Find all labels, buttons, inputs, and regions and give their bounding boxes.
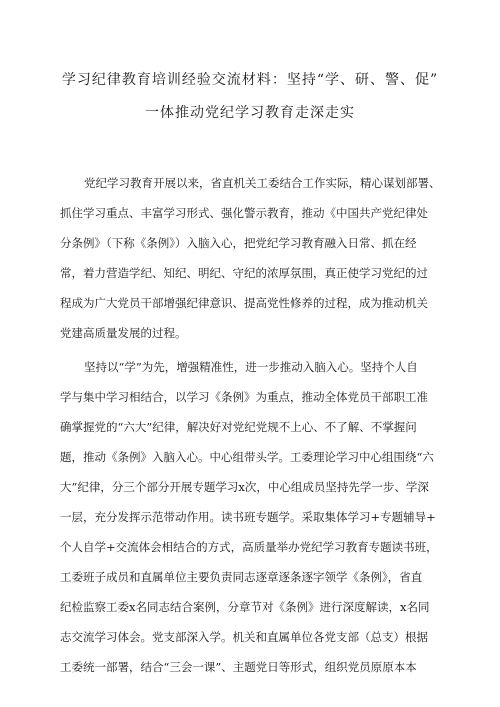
paragraph-line: 确掌握党的“六大”纪律，解决好对党纪党规不上心、不了解、不掌握问 xyxy=(60,420,417,434)
document-title-line-2: 一体推动党纪学习教育走深走实 xyxy=(145,105,355,121)
paragraph-line: 志交流学习体会。党支部深入学。机关和直属单位各党支部（总支）根据 xyxy=(60,630,428,644)
paragraph-line: 一层，充分发挥示范带动作用。读书班专题学。采取集体学习+专题辅导+ xyxy=(60,510,436,524)
paragraph-line: 工委班子成员和直属单位主要负责同志逐章逐条逐字领学《条例》，省直 xyxy=(60,570,423,584)
paragraph-line: 大”纪律，分三个部分开展专题学习x次，中心组成员坚持先学一步、学深 xyxy=(60,480,429,494)
paragraph-line: 纪检监察工委x名同志结合案例，分章节对《条例》进行深度解读，x名同 xyxy=(60,600,430,614)
paragraph-line: 坚持以“学”为先，增强精准性，进一步推动入脑入心。坚持个人自 xyxy=(84,360,418,374)
body-paragraph-2 xyxy=(60,352,445,682)
paragraph-line: 党纪学习教育开展以来，省直机关工委结合工作实际，精心谋划部署、 xyxy=(84,176,441,190)
document-title-line-1: 学习纪律教育培训经验交流材料：坚持“学、研、警、促” xyxy=(61,72,439,88)
body-paragraph-1 xyxy=(60,168,445,348)
paragraph-line: 党建高质量发展的过程。 xyxy=(60,326,187,340)
paragraph-line: 学与集中学习相结合，以学习《条例》为重点，推动全体党员干部职工准 xyxy=(60,390,428,404)
paragraph-line: 题，推动《条例》入脑入心。中心组带头学。工委理论学习中心组围绕“六 xyxy=(60,450,434,464)
paragraph-line: 分条例》（下称《条例》）入脑入心，把党纪学习教育融入日常、抓在经 xyxy=(60,236,417,250)
paragraph-line: 工委统一部署，结合“三会一课”、主题党日等形式，组织党员原原本本 xyxy=(60,660,417,674)
paragraph-line: 抓住学习重点、丰富学习形式、强化警示教育，推动《中国共产党纪律处 xyxy=(60,206,428,220)
paragraph-line: 程成为广大党员干部增强纪律意识、提高党性修养的过程，成为推动机关 xyxy=(60,296,428,310)
paragraph-line: 常，着力营造学纪、知纪、明纪、守纪的浓厚氛围，真正使学习党纪的过 xyxy=(60,266,428,280)
paragraph-line: 个人自学+交流体会相结合的方式，高质量举办党纪学习教育专题读书班， xyxy=(60,540,438,554)
